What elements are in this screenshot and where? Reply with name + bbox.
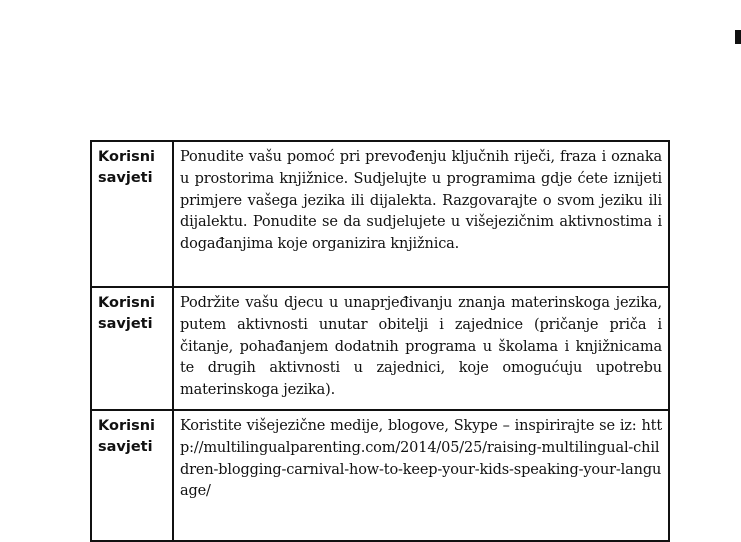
tip-label: Korisni savjeti xyxy=(91,287,173,410)
tip-text: Koristite višejezične medije, blogove, Skype – inspirirajte se iz: http://multilingualparenting.com/2014/05/25/raising-multilingual-children-blogging-carnival-how-to-keep-your-kids-speaking-your-language/ xyxy=(173,410,669,541)
tip-label: Korisni savjeti xyxy=(91,141,173,287)
tips-table xyxy=(90,140,670,542)
tip-text: Podržite vašu djecu u unaprjeđivanju znanja materinskoga jezika, putem aktivnosti unutar obitelji i zajednice (pričanje priča i čitanje, pohađanjem dodatnih programa u školama i knjižnicama te drugih aktivnosti u zajednici, koje omogućuju upotrebu materinskoga jezika). xyxy=(173,287,669,410)
tip-row xyxy=(91,287,669,410)
tip-row xyxy=(91,141,669,287)
tip-row xyxy=(91,410,669,541)
tip-label: Korisni savjeti xyxy=(91,410,173,541)
corner-mark xyxy=(735,30,741,44)
tip-text: Ponudite vašu pomoć pri prevođenju ključnih riječi, fraza i oznaka u prostorima knjižnice. Sudjelujte u programima gdje ćete iznijeti primjere vašega jezika ili dijalekta. Razgovarajte o svom jeziku ili dijalektu. Ponudite se da sudjelujete u višejezičnim aktivnostima i događanjima koje organizira knjižnica. xyxy=(173,141,669,287)
